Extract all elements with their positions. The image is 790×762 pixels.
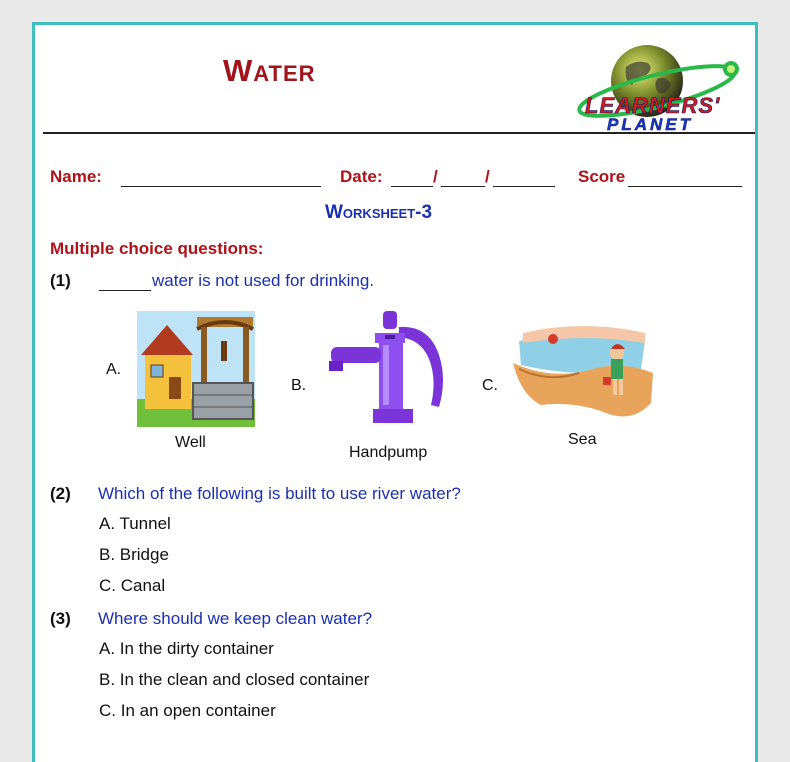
question-2-option-c[interactable]: C. Canal (99, 576, 166, 595)
section-title: Multiple choice questions: (50, 239, 264, 258)
date-separator: / (485, 167, 490, 186)
question-3-option-a[interactable]: A. In the dirty container (99, 639, 274, 658)
question-1-blank[interactable] (99, 289, 151, 291)
option-a-letter: A. (106, 361, 122, 378)
option-a-caption: Well (175, 434, 206, 451)
score-label: Score (578, 167, 626, 186)
option-b-letter: B. (291, 377, 307, 394)
question-3-text: Where should we keep clean water? (98, 609, 373, 628)
question-2-text: Which of the following is built to use river water? (98, 484, 461, 503)
date-month-blank[interactable] (441, 185, 485, 187)
handpump-picture (325, 311, 449, 443)
option-c-letter: C. (482, 377, 498, 394)
question-3-option-b[interactable]: B. In the clean and closed container (99, 670, 370, 689)
option-b-caption: Handpump (349, 444, 428, 461)
option-c-caption: Sea (568, 431, 597, 448)
well-picture (137, 311, 255, 431)
name-label: Name: (50, 167, 102, 186)
header-divider (43, 132, 755, 134)
sea-picture (513, 323, 653, 423)
date-separator: / (433, 167, 438, 186)
learners-planet-logo (571, 39, 751, 134)
logo-line-1: LEARNERS' (585, 93, 721, 118)
worksheet-page (32, 22, 758, 762)
worksheet-title: Worksheet-3 (325, 202, 433, 223)
question-1-number: (1) (50, 271, 71, 290)
date-year-blank[interactable] (493, 185, 555, 187)
question-3-option-c[interactable]: C. In an open container (99, 701, 276, 720)
score-blank[interactable] (628, 185, 742, 187)
question-1-text: water is not used for drinking. (152, 271, 375, 290)
name-blank[interactable] (121, 185, 321, 187)
date-label: Date: (340, 167, 383, 186)
question-2-option-b[interactable]: B. Bridge (99, 545, 169, 564)
question-3-number: (3) (50, 609, 71, 628)
question-2-number: (2) (50, 484, 71, 503)
logo-line-2: PLANET (607, 115, 693, 134)
question-2-option-a[interactable]: A. Tunnel (99, 514, 171, 533)
page-title: Water (223, 53, 316, 88)
date-day-blank[interactable] (391, 185, 433, 187)
